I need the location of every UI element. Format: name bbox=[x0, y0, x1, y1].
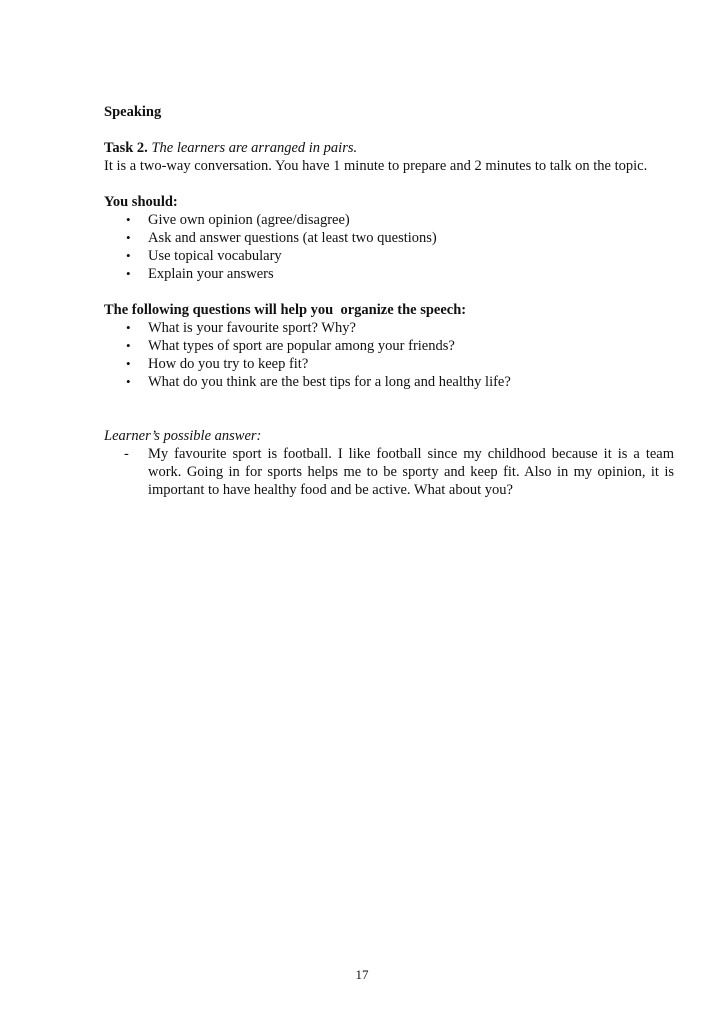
task-heading bbox=[104, 139, 674, 157]
questions-list bbox=[104, 319, 674, 391]
bullet-icon: • bbox=[126, 248, 131, 263]
dash-marker: - bbox=[124, 446, 129, 462]
list-item bbox=[104, 229, 674, 247]
bullet-icon: • bbox=[126, 230, 131, 245]
list-item-text: Explain your answers bbox=[148, 266, 274, 282]
questions-heading: The following questions will help you organize the speech: bbox=[104, 302, 467, 318]
task-label: Task 2. bbox=[104, 140, 148, 156]
bullet-icon: • bbox=[126, 338, 131, 353]
list-item-text: What types of sport are popular among your friends? bbox=[148, 338, 455, 354]
bullet-icon: • bbox=[126, 212, 131, 227]
page-number: 17 bbox=[355, 967, 369, 982]
list-item-text: Use topical vocabulary bbox=[148, 248, 282, 264]
task-description: The learners are arranged in pairs. bbox=[151, 140, 358, 156]
list-item-text: Ask and answer questions (at least two questions) bbox=[148, 230, 437, 246]
list-item-text: What is your favourite sport? Why? bbox=[148, 320, 356, 336]
bullet-icon: • bbox=[126, 320, 131, 335]
page-content bbox=[104, 103, 674, 499]
bullet-icon: • bbox=[126, 266, 131, 281]
answer-heading: Learner’s possible answer: bbox=[104, 428, 262, 444]
list-item bbox=[104, 265, 674, 283]
list-item bbox=[104, 211, 674, 229]
bullet-icon: • bbox=[126, 374, 131, 389]
you-should-list bbox=[104, 211, 674, 283]
list-item bbox=[104, 319, 674, 337]
list-item-text: How do you try to keep fit? bbox=[148, 356, 309, 372]
bullet-icon: • bbox=[126, 356, 131, 371]
you-should-heading: You should: bbox=[104, 194, 178, 210]
task-intro: It is a two-way conversation. You have 1 minute to prepare and 2 minutes to talk on the topic. bbox=[104, 158, 648, 174]
list-item bbox=[104, 247, 674, 265]
answer-text: My favourite sport is football. I like football since my childhood because it is a team work. Going in for sports helps me to be sporty and keep fit. Also in my opinion, it is important to have healthy food and be active. What about you? bbox=[148, 446, 674, 498]
list-item-text: Give own opinion (agree/disagree) bbox=[148, 212, 350, 228]
list-item-text: What do you think are the best tips for a long and healthy life? bbox=[148, 374, 511, 390]
section-title: Speaking bbox=[104, 104, 162, 120]
answer-paragraph bbox=[104, 445, 674, 499]
list-item bbox=[104, 337, 674, 355]
list-item bbox=[104, 373, 674, 391]
list-item bbox=[104, 355, 674, 373]
